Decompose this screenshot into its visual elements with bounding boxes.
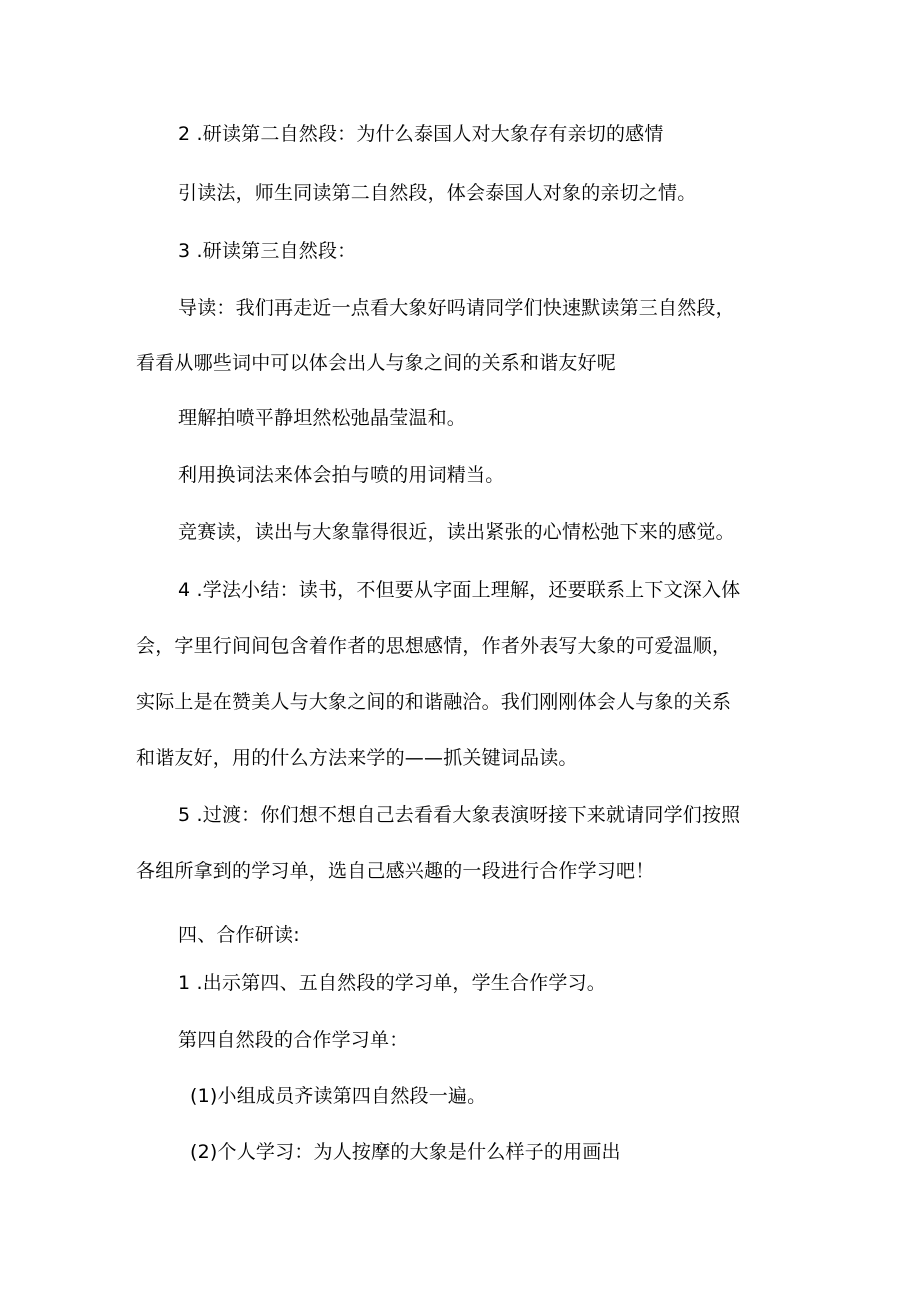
para-guided-reading: 引读法，师生同读第二自然段，体会泰国人对象的亲切之情。: [178, 182, 697, 204]
list-item-2: (2)个人学习：为人按摩的大象是什么样子的用画出: [190, 1141, 621, 1163]
para-section-5-transition-cont: 各组所拿到的学习单，选自己感兴趣的一段进行合作学习吧！: [136, 860, 655, 882]
para-paragraph-4-sheet: 第四自然段的合作学习单：: [178, 1029, 409, 1051]
para-lead-reading-cont: 看看从哪些词中可以体会出人与象之间的关系和谐友好呢: [136, 352, 617, 374]
para-show-study-sheet: 1 .出示第四、五自然段的学习单，学生合作学习。: [178, 972, 606, 994]
list-item-1: (1)小组成员齐读第四自然段一遍。: [190, 1085, 487, 1107]
para-section-4-summary-cont-2: 实际上是在赞美人与大象之间的和谐融洽。我们刚刚体会人与象的关系: [136, 691, 732, 713]
heading-cooperative-reading: 四、合作研读:: [178, 924, 300, 946]
para-word-understanding: 理解拍喷平静坦然松弛晶莹温和。: [178, 407, 467, 429]
para-section-5-transition: 5 .过渡：你们想不想自己去看看大象表演呀接下来就请同学们按照: [178, 804, 741, 826]
para-word-substitution: 利用换词法来体会拍与喷的用词精当。: [178, 464, 505, 486]
para-lead-reading: 导读：我们再走近一点看大象好吗请同学们快速默读第三自然段，: [178, 297, 735, 319]
para-section-4-summary-cont-1: 会，字里行间间包含着作者的思想感情，作者外表写大象的可爱温顺，: [136, 635, 732, 657]
para-competition-reading: 竞赛读，读出与大象靠得很近，读出紧张的心情松弛下来的感觉。: [178, 521, 735, 543]
para-section-4-summary: 4 .学法小结：读书，不但要从字面上理解，还要联系上下文深入体: [178, 579, 741, 601]
para-section-2-heading: 2 .研读第二自然段：为什么泰国人对大象存有亲切的感情: [178, 123, 664, 145]
para-section-3-heading: 3 .研读第三自然段：: [178, 240, 357, 262]
para-section-4-summary-cont-3: 和谐友好，用的什么方法来学的——抓关键词品读。: [136, 747, 578, 769]
